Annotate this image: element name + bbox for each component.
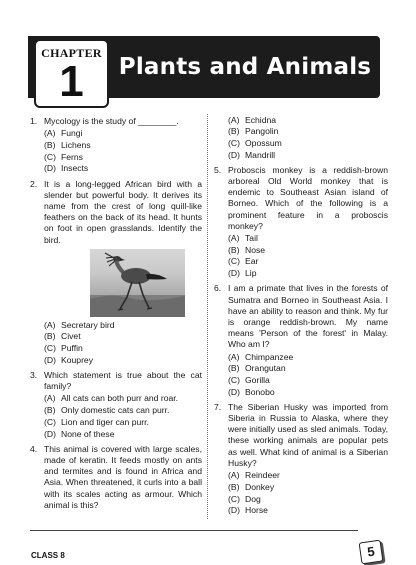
option-letter: (A) [228, 351, 240, 362]
question-number: 3. [30, 370, 38, 381]
question-text: Proboscis monkey is a reddish-brown arboreal Old World monkey that is endemic to Southeast Asian island of Borneo. Which of the following is a prominent feature in a proboscis monkey? [228, 164, 388, 231]
question-number: 2. [30, 178, 38, 189]
option-letter: (B) [228, 481, 240, 492]
option-letter: (C) [44, 151, 56, 162]
option-b[interactable] [44, 331, 202, 342]
question-4 [30, 444, 202, 511]
class-label: CLASS 8 [31, 551, 65, 560]
option-text: Nose [245, 244, 266, 255]
option-text: Kouprey [61, 354, 94, 365]
option-a[interactable] [44, 320, 202, 331]
option-letter: (D) [228, 505, 240, 516]
question-number: 4. [30, 443, 38, 454]
option-b[interactable] [228, 482, 388, 493]
option-list [44, 393, 202, 439]
option-c[interactable] [228, 494, 388, 505]
option-list [228, 470, 388, 516]
right-column [214, 116, 388, 520]
option-letter: (A) [44, 393, 56, 404]
chapter-number: 1 [59, 57, 84, 106]
secretary-bird-photo [90, 249, 185, 317]
option-text: None of these [61, 428, 115, 439]
option-text: Civet [61, 331, 81, 342]
question-7 [214, 402, 388, 517]
option-text: Tail [245, 233, 258, 244]
option-text: Horse [245, 505, 268, 516]
question-4-options [214, 116, 388, 161]
option-letter: (D) [44, 428, 56, 439]
option-text: Secretary bird [61, 319, 115, 330]
option-c[interactable] [228, 256, 388, 267]
option-c[interactable] [228, 375, 388, 386]
question-number: 6. [214, 283, 222, 294]
option-text: Chimpanzee [245, 351, 294, 362]
option-letter: (A) [44, 319, 56, 330]
question-text: This animal is covered with large scales, made of keratin. It feeds mostly on ants and termites and is found in Africa and Asia. When threatened, it curls into a ball with its scales acting as armour. Which animal is this? [44, 443, 202, 510]
option-list [44, 128, 202, 174]
option-a[interactable] [44, 128, 202, 139]
option-a[interactable] [228, 352, 388, 363]
option-text: Donkey [245, 481, 275, 492]
question-number: 5. [214, 164, 222, 175]
option-b[interactable] [228, 245, 388, 256]
chapter-label: CHAPTER [41, 46, 102, 60]
option-b[interactable] [44, 140, 202, 151]
option-d[interactable] [228, 387, 388, 398]
question-number: 1. [30, 116, 38, 126]
option-letter: (A) [228, 470, 240, 481]
question-text: I am a primate that lives in the forests of Sumatra and Borneo in Southeast Asia. I have an ability to reason and think. My fur is orange reddish-brown. My name means 'Person of the forest' in Malay. Who am I? [228, 283, 388, 350]
question-text: Mycology is the study of ________. [44, 116, 179, 126]
option-letter: (B) [228, 363, 240, 374]
option-d[interactable] [44, 355, 202, 366]
question-5 [214, 165, 388, 280]
option-text: Fungi [61, 128, 83, 139]
option-b[interactable] [228, 126, 388, 137]
option-letter: (C) [228, 374, 240, 385]
option-d[interactable] [44, 429, 202, 440]
option-text: Bonobo [245, 386, 275, 397]
option-letter: (C) [44, 343, 56, 354]
option-letter: (B) [228, 244, 240, 255]
option-letter: (D) [228, 149, 240, 160]
option-text: Lip [245, 268, 257, 279]
option-letter: (B) [44, 405, 56, 416]
option-text: Ear [245, 256, 259, 267]
left-column [30, 116, 202, 515]
page-number-badge: 5 [359, 540, 384, 565]
option-d[interactable] [44, 163, 202, 174]
option-letter: (C) [228, 493, 240, 504]
option-c[interactable] [44, 417, 202, 428]
option-text: Mandrill [245, 149, 276, 160]
option-text: Ferns [61, 151, 83, 162]
secretary-bird-image [90, 249, 185, 317]
chapter-title: Plants and Animals [118, 54, 372, 80]
option-a[interactable] [228, 115, 388, 126]
option-letter: (C) [228, 256, 240, 267]
option-text: All cats can both purr and roar. [61, 393, 179, 404]
option-text: Orangutan [245, 363, 286, 374]
option-letter: (D) [228, 386, 240, 397]
option-text: Dog [245, 493, 261, 504]
question-3 [30, 370, 202, 440]
question-text: Which statement is true about the cat family? [44, 370, 202, 392]
question-1 [30, 116, 202, 175]
option-list [228, 233, 388, 279]
option-text: Lichens [61, 139, 91, 150]
option-c[interactable] [44, 152, 202, 163]
option-text: Reindeer [245, 470, 280, 481]
question-text: It is a long-legged African bird with a slender but powerful body. It derives its name from the crest of long quill-like feathers on the back of its head. It hunts on foot in open grasslands. Identify the bird. [44, 178, 202, 245]
option-c[interactable] [228, 138, 388, 149]
question-number [214, 116, 228, 161]
option-letter: (D) [44, 354, 56, 365]
option-list [228, 352, 388, 398]
option-letter: (C) [228, 137, 240, 148]
option-letter: (D) [228, 268, 240, 279]
option-d[interactable] [228, 268, 388, 279]
option-text: Opossum [245, 137, 282, 148]
option-text: Pangolin [245, 126, 279, 137]
option-text: Only domestic cats can purr. [61, 405, 170, 416]
question-text: The Siberian Husky was imported from Siberia in Russia to Alaska, where they were initially used as sled animals. Today, these working animals are popular pets as well. What kind of animal is a Siberian Husky? [228, 401, 388, 468]
option-letter: (C) [44, 416, 56, 427]
option-text: Lion and tiger can purr. [61, 416, 149, 427]
option-a[interactable] [228, 233, 388, 244]
option-a[interactable] [44, 393, 202, 404]
question-2 [30, 179, 202, 367]
option-c[interactable] [44, 343, 202, 354]
option-list [228, 115, 388, 161]
footer-rule [30, 530, 358, 531]
option-text: Echidna [245, 114, 277, 125]
option-text: Puffin [61, 343, 83, 354]
option-text: Gorilla [245, 374, 270, 385]
option-text: Insects [61, 163, 89, 174]
option-d[interactable] [228, 150, 388, 161]
option-list [44, 320, 202, 366]
option-letter: (B) [228, 126, 240, 137]
question-6 [214, 283, 388, 398]
option-letter: (D) [44, 163, 56, 174]
option-d[interactable] [228, 505, 388, 516]
option-letter: (B) [44, 331, 56, 342]
question-number: 7. [214, 401, 222, 412]
option-b[interactable] [44, 405, 202, 416]
option-b[interactable] [228, 363, 388, 374]
option-letter: (A) [228, 114, 240, 125]
option-letter: (B) [44, 139, 56, 150]
option-letter: (A) [228, 233, 240, 244]
chapter-box [34, 39, 109, 108]
option-a[interactable] [228, 470, 388, 481]
option-letter: (A) [44, 128, 56, 139]
column-divider [207, 114, 208, 519]
